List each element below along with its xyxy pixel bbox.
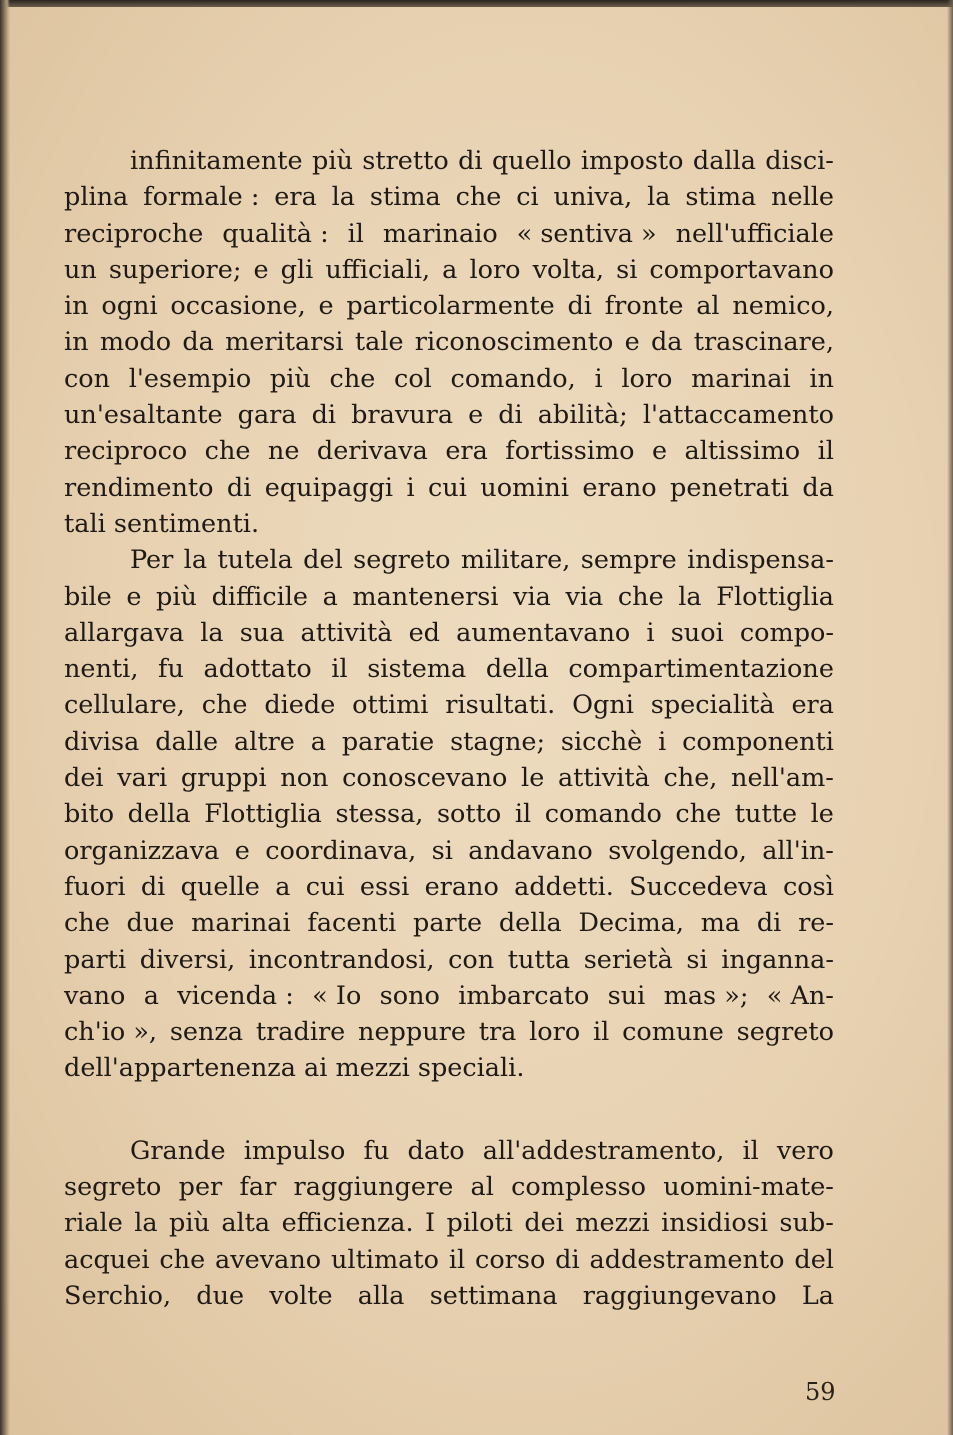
word: aumentavano — [456, 617, 631, 648]
word: trascinare, — [693, 327, 834, 358]
word: altissimo — [684, 436, 801, 467]
word: univa, — [553, 182, 633, 213]
text-line — [64, 288, 834, 324]
word: l'attaccamento — [642, 400, 834, 431]
word: più — [312, 146, 353, 176]
word: gara — [237, 400, 297, 431]
word: meritarsi — [225, 327, 344, 358]
word: imbarcato — [458, 980, 590, 1011]
word: formale : — [143, 182, 260, 213]
paragraph-2 — [64, 542, 834, 1086]
word: più — [169, 1208, 210, 1239]
word: cui — [428, 472, 467, 503]
word: qualità : — [222, 218, 329, 249]
word: all'addestramento, — [482, 1135, 725, 1166]
word: sono — [379, 980, 440, 1011]
text-line — [64, 978, 834, 1014]
text-line — [64, 542, 834, 578]
text-line — [64, 760, 834, 796]
word: via — [513, 581, 551, 612]
word: del — [794, 1244, 834, 1275]
word: Per — [130, 545, 174, 576]
word: Serchio, — [64, 1280, 172, 1311]
word: Grande — [130, 1135, 226, 1166]
word: da — [650, 327, 683, 358]
word: piloti — [446, 1208, 513, 1239]
word: dato — [407, 1135, 465, 1166]
word: quelle — [180, 871, 260, 902]
word: re- — [798, 908, 834, 939]
word: e — [253, 254, 269, 285]
word: cui — [305, 871, 345, 902]
word: reciproco — [64, 436, 188, 467]
word: che, — [663, 763, 718, 794]
word: paratie — [341, 726, 435, 757]
word: e — [624, 327, 640, 358]
word: il — [514, 799, 532, 830]
word: tutela — [217, 545, 293, 576]
word: raggiungevano — [582, 1280, 777, 1311]
word: il — [742, 1135, 759, 1166]
word: fu — [158, 654, 184, 685]
page-top-edge — [0, 0, 953, 7]
word: attività — [300, 617, 393, 648]
word: fu — [363, 1135, 390, 1166]
word: si — [431, 835, 453, 866]
word: la — [331, 182, 355, 213]
word: il — [331, 654, 348, 685]
word: ma — [700, 908, 741, 939]
word: ch'io », — [64, 1017, 158, 1048]
word: sub- — [779, 1208, 834, 1239]
word: Decima, — [578, 908, 684, 939]
word: derivava — [316, 436, 428, 467]
word: che — [204, 436, 251, 467]
word: di — [311, 400, 337, 431]
word: dei — [64, 763, 104, 794]
word: le — [810, 799, 834, 830]
word: due — [126, 908, 175, 939]
text-line — [64, 1242, 834, 1278]
word: e — [468, 400, 484, 431]
word: si — [686, 944, 708, 975]
word: che — [201, 690, 248, 721]
word: tale — [354, 327, 404, 358]
word: addetti. — [514, 871, 614, 902]
word: al — [470, 1172, 494, 1203]
word: « An- — [766, 980, 834, 1011]
word: del — [303, 545, 343, 576]
word: inganna- — [721, 944, 834, 975]
word: la — [200, 617, 224, 648]
word: di — [140, 871, 166, 902]
word: che — [329, 363, 376, 394]
word: da — [802, 472, 834, 503]
text-line — [64, 1050, 834, 1086]
word: risultati. — [445, 690, 556, 721]
word: complesso — [511, 1172, 647, 1203]
word: organizzava — [64, 835, 220, 866]
word: tutta — [507, 944, 571, 975]
word: della — [485, 654, 549, 685]
word: via — [565, 581, 604, 612]
word: gli — [280, 254, 314, 285]
word: di — [555, 1244, 580, 1275]
word: ogni — [101, 291, 158, 322]
word: che — [675, 799, 722, 830]
word: i — [594, 363, 603, 394]
word: raggiungere — [293, 1172, 454, 1203]
word: ufficiali, — [325, 254, 431, 285]
word: addestramento — [589, 1244, 785, 1275]
word: quello — [491, 146, 572, 176]
word: e — [126, 581, 142, 612]
word: militare, — [460, 545, 571, 576]
word: sua — [239, 617, 285, 648]
word: vari — [117, 763, 168, 794]
word: di — [498, 400, 523, 431]
word: il — [448, 1244, 466, 1275]
text-line — [64, 179, 834, 215]
word: i — [406, 472, 415, 503]
word: attività — [557, 763, 650, 794]
word: sicchè — [560, 726, 643, 757]
word: e — [234, 835, 250, 866]
text-line — [64, 579, 834, 615]
word: neppure — [358, 1017, 466, 1048]
word: tradire — [255, 1017, 346, 1048]
word: parte — [413, 908, 483, 939]
word: erano — [582, 472, 657, 503]
word: modo — [99, 327, 172, 358]
word: uomini — [480, 472, 569, 503]
word: equipaggi — [264, 472, 394, 503]
word: nelle — [771, 182, 834, 213]
word: Ogni — [572, 690, 634, 721]
paragraph-3 — [64, 1133, 834, 1314]
word: cellulare, — [64, 690, 185, 721]
word: difficile — [211, 581, 308, 612]
word: comando, — [450, 363, 576, 394]
word: « sentiva » — [516, 218, 657, 249]
word: alta — [221, 1208, 271, 1239]
word: sistema — [367, 654, 467, 685]
text-line — [64, 143, 834, 179]
word: a — [143, 980, 159, 1011]
text-line — [64, 324, 834, 360]
word: era — [791, 690, 834, 721]
word: segreto — [64, 1172, 162, 1203]
word: vicenda : — [177, 980, 294, 1011]
word: diede — [264, 690, 336, 721]
word: volte — [269, 1280, 333, 1311]
word: nemico, — [732, 291, 834, 322]
word: Flottiglia — [204, 799, 322, 830]
word: disci- — [765, 146, 834, 176]
word: loro — [469, 254, 521, 285]
word: riale — [64, 1208, 123, 1239]
word: imposto — [580, 146, 684, 176]
word: fuori — [64, 871, 126, 902]
word: loro — [621, 363, 673, 394]
word: dei — [524, 1208, 564, 1239]
word: la — [134, 1208, 158, 1239]
word: occasione, — [170, 291, 306, 322]
text-line — [64, 687, 834, 723]
word: volta, — [532, 254, 605, 285]
text-line — [64, 397, 834, 433]
word: reciproche — [64, 218, 204, 249]
word: dalla — [692, 146, 756, 176]
word: incontrandosi, — [248, 944, 435, 975]
word: sotto — [436, 799, 502, 830]
word: bravura — [351, 400, 454, 431]
word: all'in- — [762, 835, 834, 866]
word: parti — [64, 944, 127, 975]
paragraph-gap — [64, 1087, 834, 1133]
word: dalle — [155, 726, 219, 757]
word: essi — [359, 871, 410, 902]
word: in — [809, 363, 834, 394]
word: il — [592, 1017, 610, 1048]
word: acquei — [64, 1244, 150, 1275]
word: con — [64, 363, 111, 394]
word: a — [322, 581, 338, 612]
word: marinaio — [382, 218, 498, 249]
word: tra — [478, 1017, 517, 1048]
text-line — [64, 651, 834, 687]
word: particolarmente — [346, 291, 555, 322]
word: ci — [516, 182, 539, 213]
word: per — [178, 1172, 223, 1203]
word: la — [678, 581, 702, 612]
word: ne — [267, 436, 300, 467]
word: facenti — [307, 908, 397, 939]
text-line — [64, 506, 834, 542]
body-text — [64, 143, 834, 1314]
word: di — [756, 908, 782, 939]
word: mantenersi — [352, 581, 499, 612]
text-line — [64, 796, 834, 832]
word: compo- — [739, 617, 834, 648]
word: comando — [544, 799, 662, 830]
word: Succedeva — [629, 871, 768, 902]
word: comportavano — [649, 254, 834, 285]
word: di — [458, 146, 483, 176]
word: specialità — [650, 690, 775, 721]
word: altre — [234, 726, 295, 757]
word: conoscevano — [342, 763, 508, 794]
word: sempre — [580, 545, 677, 576]
word: svolgendo, — [608, 835, 747, 866]
word: che — [159, 1244, 206, 1275]
word: I — [425, 1208, 436, 1239]
word: loro — [529, 1017, 581, 1048]
word: sui — [607, 980, 646, 1011]
word: allargava — [64, 617, 185, 648]
text-line — [64, 433, 834, 469]
word: compartimentazione — [568, 654, 834, 685]
word: era — [445, 436, 488, 467]
word: penetrati — [670, 472, 790, 503]
word: a — [275, 871, 291, 902]
text-line — [64, 724, 834, 760]
word: componenti — [682, 726, 834, 757]
word: vero — [776, 1135, 834, 1166]
word: che — [455, 182, 502, 213]
word: tutte — [734, 799, 798, 830]
text-line — [64, 1014, 834, 1050]
word: far — [239, 1172, 277, 1203]
word: avevano — [215, 1244, 322, 1275]
word: marinai — [191, 908, 291, 939]
word: ultimato — [331, 1244, 439, 1275]
word: col — [394, 363, 432, 394]
word: che — [64, 908, 110, 939]
word: da — [182, 327, 214, 358]
word: della — [127, 799, 191, 830]
word: segreto — [353, 545, 451, 576]
page-number: 59 — [805, 1378, 836, 1406]
word: e — [318, 291, 334, 322]
word: comune — [622, 1017, 724, 1048]
word: era — [274, 182, 317, 213]
text-line — [64, 470, 834, 506]
text-line — [64, 1169, 834, 1205]
word: bile — [64, 581, 112, 612]
word: suoi — [670, 617, 724, 648]
text-line — [64, 905, 834, 941]
word: la — [183, 545, 208, 576]
word: alla — [357, 1280, 405, 1311]
word: un — [64, 254, 97, 285]
word: al — [696, 291, 720, 322]
text-line — [64, 361, 834, 397]
word: il — [347, 218, 364, 249]
word: senza — [169, 1017, 244, 1048]
word: della — [498, 908, 562, 939]
word: settimana — [429, 1280, 558, 1311]
word: serietà — [583, 944, 673, 975]
word: nell'am- — [731, 763, 834, 794]
word: efficienza. — [281, 1208, 414, 1239]
word: e — [651, 436, 668, 467]
word: stretto — [362, 146, 449, 176]
word: i — [646, 617, 655, 648]
word: nenti, — [64, 654, 139, 685]
word: stagne; — [450, 726, 546, 757]
paragraph-1 — [64, 143, 834, 542]
word: in — [64, 327, 89, 358]
word: che — [617, 581, 664, 612]
word: due — [196, 1280, 245, 1311]
word: nell'ufficiale — [675, 218, 834, 249]
word: adottato — [203, 654, 312, 685]
word: stessa, — [335, 799, 424, 830]
word: rendimento — [64, 472, 214, 503]
word: vano — [64, 980, 126, 1011]
word: i — [658, 726, 667, 757]
word: così — [783, 871, 834, 902]
word: l'esempio — [128, 363, 252, 394]
word: un'esaltante — [64, 400, 223, 431]
word: stima — [369, 182, 441, 213]
word: insidiosi — [661, 1208, 768, 1239]
word: stima — [685, 182, 757, 213]
word: più — [269, 363, 311, 394]
word: non — [280, 763, 329, 794]
word: dell'appartenenza ai mezzi speciali. — [64, 1053, 525, 1084]
page-right-edge — [947, 0, 953, 1435]
word: fortissimo — [505, 436, 635, 467]
word: divisa — [64, 726, 140, 757]
word: indispensa- — [687, 545, 834, 576]
word: mezzi — [575, 1208, 650, 1239]
word: erano — [424, 871, 499, 902]
word: a — [442, 254, 458, 285]
word: fronte — [604, 291, 684, 322]
text-line — [64, 1278, 834, 1314]
word: di — [567, 291, 592, 322]
word: il — [817, 436, 834, 467]
text-line — [64, 216, 834, 252]
text-line — [64, 615, 834, 651]
text-line — [64, 869, 834, 905]
word: superiore; — [108, 254, 242, 285]
word: in — [64, 291, 89, 322]
word: si — [616, 254, 638, 285]
word: diversi, — [139, 944, 236, 975]
word: le — [521, 763, 545, 794]
word: mas »; — [663, 980, 749, 1011]
text-line — [64, 1205, 834, 1241]
word: Flottiglia — [716, 581, 834, 612]
word: la — [647, 182, 671, 213]
word: con — [448, 944, 495, 975]
word: marinai — [691, 363, 791, 394]
word: La — [801, 1280, 834, 1311]
word: segreto — [736, 1017, 834, 1048]
word: corso — [475, 1244, 546, 1275]
page-binding-edge — [0, 0, 10, 1435]
text-line — [64, 252, 834, 288]
word: di — [226, 472, 252, 503]
word: impulso — [243, 1135, 346, 1166]
word: più — [156, 581, 197, 612]
word: uomini-mate- — [663, 1172, 834, 1203]
text-line — [64, 833, 834, 869]
word: ottimi — [352, 690, 429, 721]
word: bito — [64, 799, 115, 830]
word: « Io — [312, 980, 362, 1011]
word: andavano — [468, 835, 593, 866]
word: ed — [408, 617, 440, 648]
text-line — [64, 1133, 834, 1169]
word: abilità; — [537, 400, 628, 431]
word: riconoscimento — [414, 327, 614, 358]
word: gruppi — [180, 763, 267, 794]
word: plina — [64, 182, 129, 213]
word: tali sentimenti. — [64, 508, 260, 539]
word: coordinava, — [265, 835, 417, 866]
word: a — [310, 726, 326, 757]
text-line — [64, 942, 834, 978]
word: infinitamente — [130, 146, 303, 176]
